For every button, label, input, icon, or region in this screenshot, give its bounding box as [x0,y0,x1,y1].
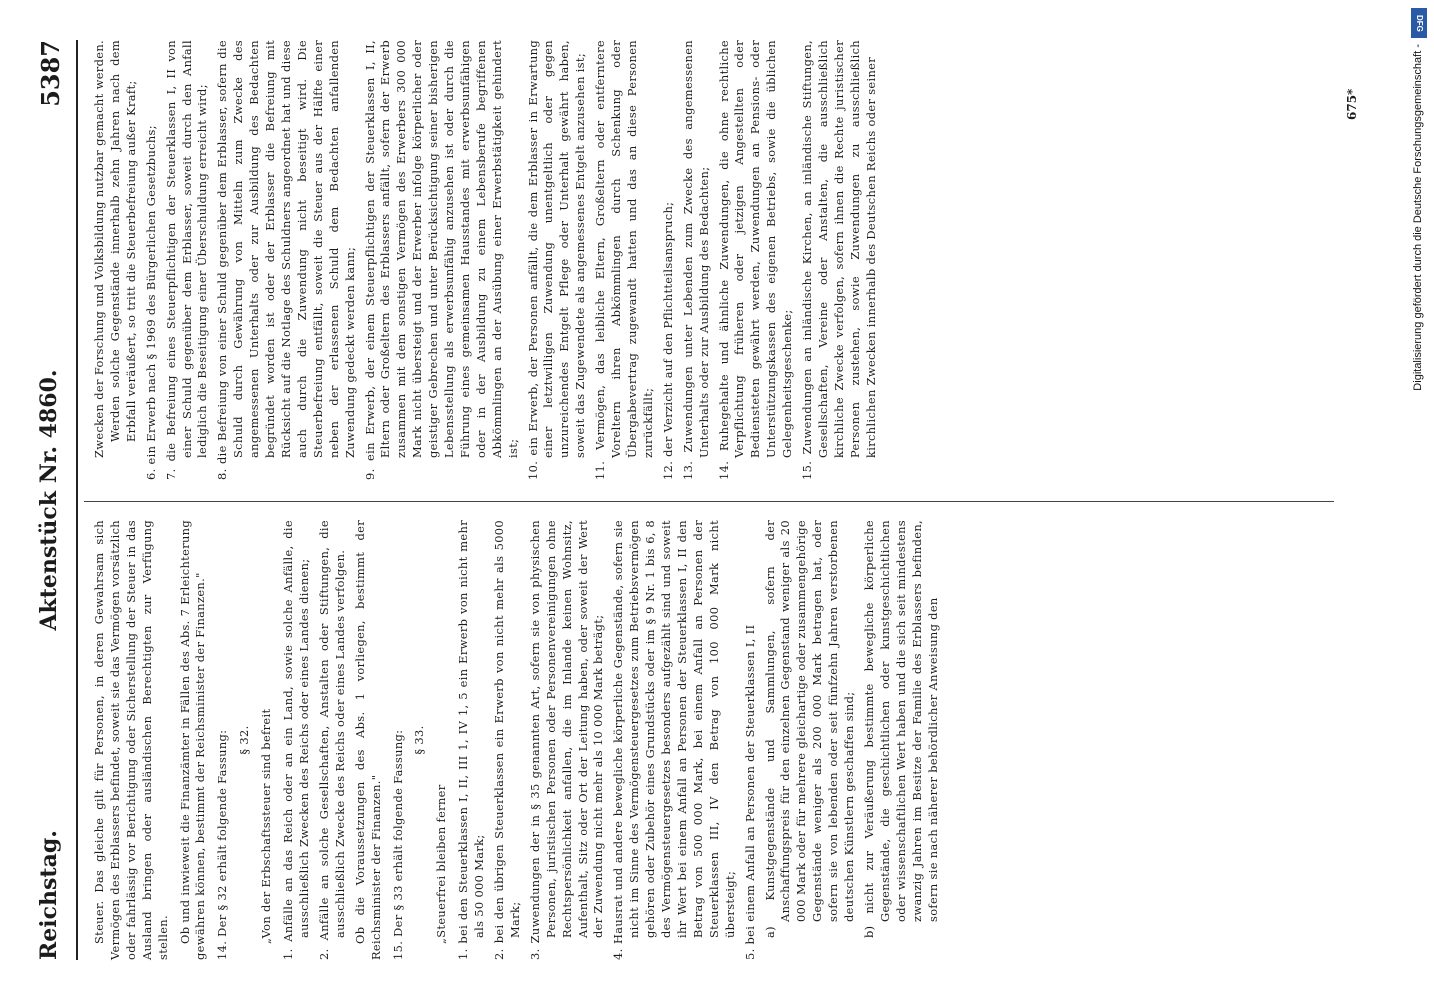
list-item: 14. Der § 32 erhält folgende Fassung: [215,729,230,960]
paragraph: Steuer. Das gleiche gilt für Personen, in deren Gewahrsam sich Vermögen des Erblassers befindet, soweit sie das Vermögen vorsätzlich oder fahrlässig vor Berichtigung oder Sicherstellung der Steuer in das Ausland bringen oder ausländischen Berechtigten zur Verfügung stellen. [92,520,170,960]
dfg-logo: DFG [1411,8,1427,38]
right-column [92,40,884,480]
header-left: Reichstag. [36,830,62,960]
document-page [20,0,1400,1000]
list-item: 15. Zuwendungen an inländische Kirchen, an inländische Stiftungen, Gesellschaften, Vereine oder Anstalten, die ausschließlich kirchliche Zwecke verfolgen, sofern ihnen die Rechte juristischer Personen zustehen, sowie Zuwendungen zu ausschließlich kirchlichen Zwecken innerhalb des Deutschen Reichs oder seiner [800,40,878,480]
sub-list-item: b) nicht zur Veräußerung bestimmte bewegliche körperliche Gegenstände, die geschichtlichen oder kunstgeschichtlichen oder wissenschaftlichen Wert haben und die sich seit mindestens zwanzig Jahren im Besitze der Familie des Erblassers befinden, sofern sie nach näherer behördlicher Anweisung den [861,520,940,938]
list-item: 6. ein Erwerb nach § 1969 des Bürgerlichen Gesetzbuchs; [143,125,158,480]
column-divider [84,501,1334,502]
list-item: 2. Anfälle an solche Gesellschaften, Anstalten oder Stiftungen, die ausschließlich Zwecke des Reichs oder eines Landes verfolgen. [316,520,347,960]
list-item: 7. die Befreiung eines Steuerpflichtigen der Steuerklassen I, II von einer Schuld gegenüber dem Erblasser, soweit durch den Anfall lediglich die Beseitigung einer Überschuldung erreicht wird; [163,40,210,480]
page-header [28,40,72,960]
digitization-note: Digitalisierung gefördert durch die Deutsche Forschungsgemeinschaft - [1412,44,1424,391]
list-item: 10. ein Erwerb, der Personen anfällt, die dem Erblasser in Erwartung einer letztwilligen Zuwendung unentgeltlich oder gegen unzureichendes Entgelt Pflege oder Unterhalt gewährt haben, soweit das Zugewendete als angemessenes Entgelt anzusehen ist; [525,40,588,480]
list-item: 11. Vermögen, das leibliche Eltern, Großeltern oder entferntere Voreltern ihren Abkömmlingen durch Schenkung oder Übergabevertrag zugewandt hatten und das an diese Personen zurückfällt; [593,40,655,480]
page-number: 5387 [36,40,65,107]
paragraph: „Von der Erbschaftssteuer sind befreit [259,708,274,944]
list-item: 1. Anfälle an das Reich oder an ein Land, sowie solche Anfälle, die ausschließlich Zwecken des Reichs oder eines Landes dienen; [281,520,311,960]
list-item: 13. Zuwendungen unter Lebenden zum Zwecke des angemessenen Unterhalts oder zur Ausbildung des Bedachten; [680,40,711,480]
list-item: 14. Ruhegehalte und ähnliche Zuwendungen, die ohne rechtliche Verpflichtung früheren oder jetzigen Angestellten oder Bediensteten gewährt werden, Zuwendungen an Pensions- oder Unterstützungskassen des eigenen Betriebs, sowie die üblichen Gelegenheitsgeschenke; [716,40,795,480]
list-item: 15. Der § 33 erhält folgende Fassung: [390,729,405,960]
list-item: 2. bei den übrigen Steuerklassen ein Erwerb von nicht mehr als 5000 Mark; [492,520,522,960]
list-item: 3. Zuwendungen der in § 35 genannten Art, sofern sie von physischen Personen, juristischen Personen oder Personenvereinigungen ohne Rechtspersönlichkeit anfallen, die im Inlande keinen Wohnsitz, Aufenthalt, Sitz oder Ort der Leitung haben, oder soweit der Wert der Zuwendung nicht mehr als 10 000 Mark beträgt; [527,520,606,960]
list-item: 4. Hausrat und andere bewegliche körperliche Gegenstände, sofern sie nicht im Sinne des Vermögensteuergesetzes zum Betriebsvermögen gehören oder Zubehör eines Grundstücks oder im § 9 Nr. 1 bis 6, 8 des Vermögensteuergesetzes besonders aufgezählt sind und soweit ihr Wert bei einem Anfall an Personen der Steuerklassen I, II den Betrag von 500 000 Mark, bei einem Anfall an Personen der Steuerklassen III, IV den Betrag von 100 000 Mark nicht übersteigt; [611,520,737,960]
paragraph: „Steuerfrei bleiben ferner [434,784,449,944]
page-title: Aktenstück Nr. 4860. [36,369,62,631]
left-column [92,520,946,960]
list-item: 9. ein Erwerb, der einem Steuerpflichtigen der Steuerklassen I, II, Eltern oder Großeltern des Erblassers anfällt, sofern der Erwerb zusammen mit dem sonstigen Vermögen des Erwerbers 300 000 Mark nicht übersteigt und der Erwerber infolge körperlicher oder geistiger Gebrechen und unter Berücksichtigung seiner bisherigen Lebensstellung als erwerbsunfähig anzusehen ist oder durch die Führung eines gemeinsamen Hausstandes mit erwerbsunfähigen oder in der Ausbildung zu einem Lebensberufe begriffenen Abkömmlingen an der Ausübung einer Erwerbstätigkeit gehindert ist; [362,40,520,480]
section-title: § 33. [412,725,427,755]
signature-mark: 675* [1345,88,1359,120]
header-rule [76,40,78,960]
section-title: § 32. [237,725,252,755]
list-item: 5. bei einem Anfall an Personen der Steuerklassen I, II [742,624,757,960]
paragraph: Ob die Voraussetzungen des Abs. 1 vorliegen, bestimmt der Reichsminister der Finanzen." [352,520,383,960]
list-item: 1. bei den Steuerklassen I, II, III 1, IV 1, 5 ein Erwerb von nicht mehr als 50 000 Mark; [456,520,487,960]
list-item: 12. der Verzicht auf den Pflichtteilsanspruch; [660,201,675,480]
digitization-strip [1406,0,1434,1000]
list-item: 8. die Befreiung von einer Schuld gegenüber dem Erblasser, sofern die Schuld durch Gewährung von Mitteln zum Zwecke des angemessenen Unterhalts oder zur Ausbildung des Bedachten begründet worden ist oder der Erblasser die Befreiung mit Rücksicht auf die Notlage des Schuldners angeordnet hat und diese auch durch die Zuwendung nicht beseitigt wird. Die Steuerbefreiung entfällt, soweit die Steuer aus der Hälfte einer neben der erlassenen Schuld dem Bedachten anfallenden Zuwendung gedeckt werden kann; [215,40,357,480]
sub-list-item: Zwecken der Forschung und Volksbildung nutzbar gemacht werden. Werden solche Gegenstände innerhalb zehn Jahren nach dem Erbfall veräußert, so tritt die Steuerbefreiung außer Kraft; [92,40,138,458]
paragraph: Ob und inwieweit die Finanzämter in Fällen des Abs. 7 Erleichterung gewähren können, bestimmt der Reichsminister der Finanzen." [177,520,208,960]
sub-list-item: a) Kunstgegenstände und Sammlungen, sofern der Anschaffungspreis für den einzelnen Gegenstand weniger als 20 000 Mark oder für mehrere gleichartige oder zusammengehörige Gegenstände weniger als 200 000 Mark betragen hat, oder sofern sie von lebenden oder seit fünfzehn Jahren verstorbenen deutschen Künstlern geschaffen sind; [762,520,857,938]
